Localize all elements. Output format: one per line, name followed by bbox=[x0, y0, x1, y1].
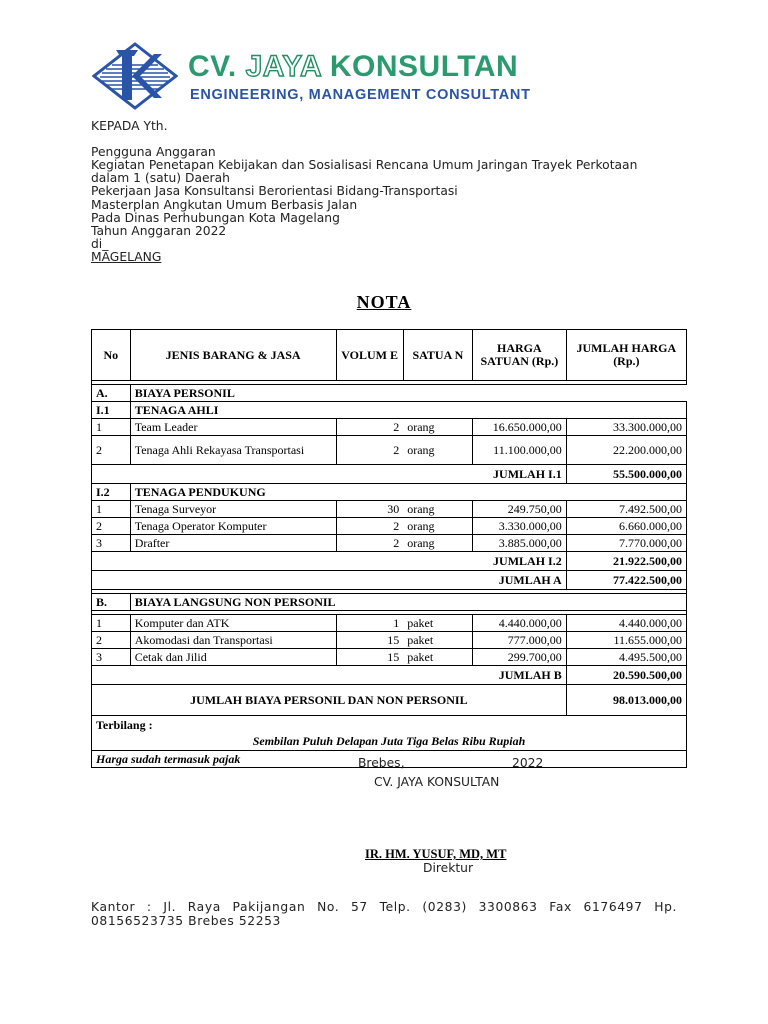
cell-price: 249.750,00 bbox=[473, 501, 567, 518]
cell-unit: orang bbox=[403, 501, 472, 518]
company-name-suffix: KONSULTAN bbox=[329, 50, 519, 83]
cell-total: 22.200.000,00 bbox=[566, 436, 686, 465]
table-header-row bbox=[92, 330, 687, 381]
cell-total: 33.300.000,00 bbox=[566, 419, 686, 436]
table-row bbox=[92, 436, 687, 465]
company-tagline: ENGINEERING, MANAGEMENT CONSULTANT bbox=[190, 87, 531, 103]
header-unit: SATUA N bbox=[403, 330, 472, 381]
cell-no: 1 bbox=[92, 419, 131, 436]
cell-price: 3.330.000,00 bbox=[473, 518, 567, 535]
group-row bbox=[92, 402, 687, 419]
cell-unit: orang bbox=[403, 419, 472, 436]
cell-total: 4.440.000,00 bbox=[566, 615, 686, 632]
cell-volume: 15 bbox=[336, 649, 403, 666]
cell-item: Tenaga Operator Komputer bbox=[130, 518, 336, 535]
section-label: BIAYA PERSONIL bbox=[130, 385, 686, 402]
terbilang-label: Terbilang : bbox=[96, 718, 153, 732]
recipient-line: di_ bbox=[91, 237, 109, 251]
cell-unit: orang bbox=[403, 518, 472, 535]
signer-name: IR. HM. YUSUF, MD, MT bbox=[365, 847, 507, 861]
cell-item: Tenaga Surveyor bbox=[130, 501, 336, 518]
cell-item: Cetak dan Jilid bbox=[130, 649, 336, 666]
cell-item: Drafter bbox=[130, 535, 336, 552]
document-title: NOTA bbox=[356, 292, 412, 312]
recipient-line: Masterplan Angkutan Umum Berbasis Jalan bbox=[91, 198, 358, 212]
terbilang-text: Sembilan Puluh Delapan Juta Tiga Belas Ribu Rupiah bbox=[252, 734, 526, 748]
signer-position: Direktur bbox=[423, 861, 474, 875]
diamond-k-logo-icon bbox=[92, 42, 178, 110]
grand-total-label: JUMLAH BIAYA PERSONIL DAN NON PERSONIL bbox=[92, 685, 567, 716]
cell-unit: orang bbox=[403, 436, 472, 465]
group-label: TENAGA PENDUKUNG bbox=[130, 484, 686, 501]
recipient-city: MAGELANG bbox=[91, 250, 162, 264]
recipient-line: Tahun Anggaran 2022 bbox=[91, 224, 227, 238]
cell-item: Tenaga Ahli Rekayasa Transportasi bbox=[130, 436, 336, 465]
cell-total: 7.770.000,00 bbox=[566, 535, 686, 552]
cell-total: 11.655.000,00 bbox=[566, 632, 686, 649]
cell-price: 299.700,00 bbox=[473, 649, 567, 666]
terbilang-row bbox=[92, 716, 687, 751]
recipient-line: dalam 1 (satu) Daerah bbox=[91, 171, 230, 185]
section-row bbox=[92, 385, 687, 402]
cell-total: 7.492.500,00 bbox=[566, 501, 686, 518]
subtotal-value: 77.422.500,00 bbox=[566, 571, 686, 590]
table-row bbox=[92, 535, 687, 552]
sign-company: CV. JAYA KONSULTAN bbox=[374, 775, 500, 789]
footer-address: Kantor : Jl. Raya Pakijangan No. 57 Telp. (0283) 3300863 Fax 6176497 Hp. 08156523735 Brebes 52253 bbox=[91, 900, 677, 928]
table-row bbox=[92, 615, 687, 632]
table-row bbox=[92, 419, 687, 436]
section-code: A. bbox=[92, 385, 131, 402]
group-row bbox=[92, 484, 687, 501]
cell-unit: paket bbox=[403, 632, 472, 649]
recipient-line: Pengguna Anggaran bbox=[91, 145, 216, 159]
company-name-outlined: JAYA bbox=[245, 50, 322, 83]
company-name-prefix: CV. bbox=[188, 50, 237, 83]
tax-note: Harga sudah termasuk pajak bbox=[92, 751, 687, 768]
table-row bbox=[92, 632, 687, 649]
cell-item: Komputer dan ATK bbox=[130, 615, 336, 632]
cell-volume: 1 bbox=[336, 615, 403, 632]
header-volume: VOLUM E bbox=[336, 330, 403, 381]
grand-total-row bbox=[92, 685, 687, 716]
sign-place: Brebes, bbox=[358, 756, 405, 770]
terbilang-cell bbox=[92, 716, 687, 751]
cell-no: 3 bbox=[92, 535, 131, 552]
table-row bbox=[92, 501, 687, 518]
cell-volume: 2 bbox=[336, 419, 403, 436]
cell-no: 1 bbox=[92, 615, 131, 632]
subtotal-value: 20.590.500,00 bbox=[566, 666, 686, 685]
section-label: BIAYA LANGSUNG NON PERSONIL bbox=[130, 594, 686, 611]
subtotal-label: JUMLAH B bbox=[92, 666, 567, 685]
recipient-line: Kegiatan Penetapan Kebijakan dan Sosialisasi Rencana Umum Jaringan Trayek Perkotaan bbox=[91, 158, 638, 172]
header-item: JENIS BARANG & JASA bbox=[130, 330, 336, 381]
cell-unit: paket bbox=[403, 649, 472, 666]
subtotal-row bbox=[92, 571, 687, 590]
cell-item: Team Leader bbox=[130, 419, 336, 436]
cell-volume: 2 bbox=[336, 535, 403, 552]
subtotal-value: 55.500.000,00 bbox=[566, 465, 686, 484]
subtotal-label: JUMLAH I.1 bbox=[92, 465, 567, 484]
subtotal-value: 21.922.500,00 bbox=[566, 552, 686, 571]
section-row bbox=[92, 594, 687, 611]
salutation: KEPADA Yth. bbox=[91, 119, 168, 133]
cell-no: 2 bbox=[92, 632, 131, 649]
company-name bbox=[188, 50, 518, 84]
nota-table bbox=[91, 329, 687, 768]
cell-volume: 15 bbox=[336, 632, 403, 649]
cell-volume: 2 bbox=[336, 436, 403, 465]
cell-volume: 30 bbox=[336, 501, 403, 518]
header-total: JUMLAH HARGA (Rp.) bbox=[566, 330, 686, 381]
cell-price: 4.440.000,00 bbox=[473, 615, 567, 632]
group-code: I.1 bbox=[92, 402, 131, 419]
cell-no: 3 bbox=[92, 649, 131, 666]
group-code: I.2 bbox=[92, 484, 131, 501]
table-row bbox=[92, 518, 687, 535]
cell-price: 3.885.000,00 bbox=[473, 535, 567, 552]
subtotal-row bbox=[92, 666, 687, 685]
recipient-line: Pekerjaan Jasa Konsultansi Berorientasi Bidang-Transportasi bbox=[91, 184, 458, 198]
subtotal-label: JUMLAH A bbox=[92, 571, 567, 590]
table-row bbox=[92, 649, 687, 666]
subtotal-row bbox=[92, 552, 687, 571]
header-no: No bbox=[92, 330, 131, 381]
header-unit-price: HARGA SATUAN (Rp.) bbox=[473, 330, 567, 381]
cell-no: 1 bbox=[92, 501, 131, 518]
cell-unit: paket bbox=[403, 615, 472, 632]
cell-no: 2 bbox=[92, 518, 131, 535]
cell-total: 6.660.000,00 bbox=[566, 518, 686, 535]
cell-price: 11.100.000,00 bbox=[473, 436, 567, 465]
sign-year: 2022 bbox=[512, 756, 544, 770]
section-code: B. bbox=[92, 594, 131, 611]
grand-total-value: 98.013.000,00 bbox=[566, 685, 686, 716]
cell-no: 2 bbox=[92, 436, 131, 465]
group-label: TENAGA AHLI bbox=[130, 402, 686, 419]
cell-item: Akomodasi dan Transportasi bbox=[130, 632, 336, 649]
cell-volume: 2 bbox=[336, 518, 403, 535]
cell-price: 16.650.000,00 bbox=[473, 419, 567, 436]
subtotal-row bbox=[92, 465, 687, 484]
subtotal-label: JUMLAH I.2 bbox=[92, 552, 567, 571]
cell-unit: orang bbox=[403, 535, 472, 552]
cell-price: 777.000,00 bbox=[473, 632, 567, 649]
recipient-line: Pada Dinas Perhubungan Kota Magelang bbox=[91, 211, 340, 225]
cell-total: 4.495.500,00 bbox=[566, 649, 686, 666]
